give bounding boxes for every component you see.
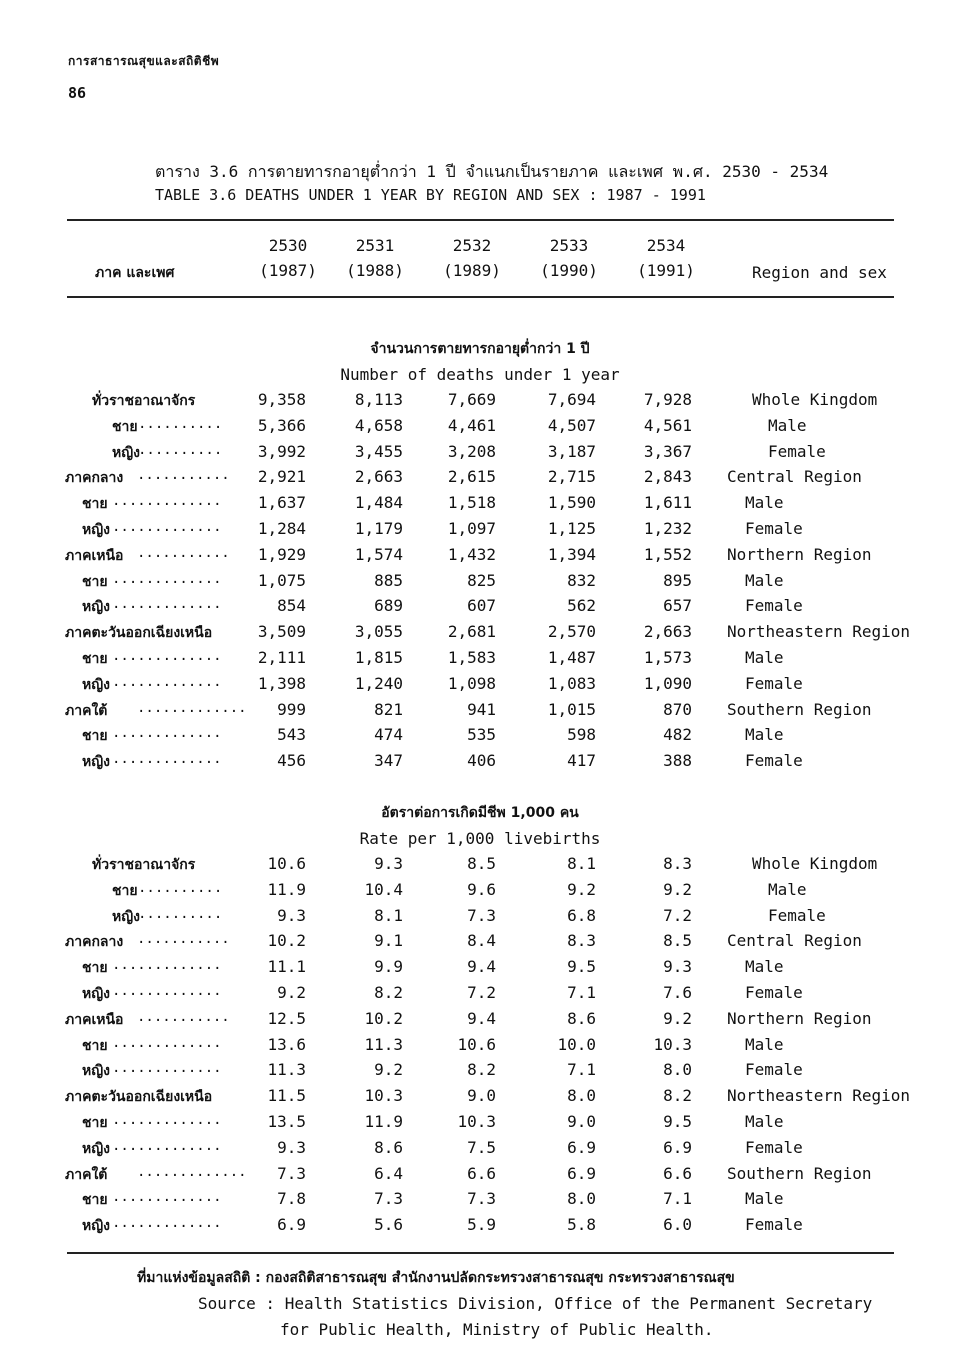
- leader-dots: .............: [112, 493, 222, 510]
- table-row: [0, 957, 966, 983]
- leader-dots: ..........: [138, 905, 223, 922]
- leader-dots: .............: [112, 673, 222, 690]
- table-row: [0, 1086, 966, 1112]
- table-cell-value: 2,663: [643, 622, 692, 642]
- table-row: [0, 1112, 966, 1138]
- row-label-english: Whole Kingdom: [752, 390, 878, 409]
- table-cell-value: 6.9: [277, 1215, 306, 1235]
- table-cell-value: 1,583: [447, 648, 496, 667]
- row-label-thai: ทั่วราชอาณาจักร: [92, 857, 196, 873]
- table-row: [0, 1060, 966, 1086]
- table-cell-value: 1,637: [257, 493, 306, 513]
- running-head: การสาธารณสุขและสถิติชีพ: [68, 54, 220, 68]
- leader-dots: .............: [112, 1112, 222, 1128]
- table-cell-value: 854: [277, 596, 306, 616]
- table-cell-value: 5.6: [374, 1215, 403, 1235]
- row-label-english: Female: [768, 441, 826, 461]
- table-row: [0, 725, 966, 751]
- table-cell-value: 10.0: [557, 1034, 596, 1054]
- row-label-english: Male: [768, 879, 807, 899]
- table-cell-value: 6.0: [663, 1215, 692, 1235]
- year-buddhist-era: 2533: [549, 236, 589, 255]
- table-cell-value: 6.9: [567, 1137, 596, 1157]
- row-label-english: Female: [745, 983, 803, 1002]
- table-cell-value: 8,113: [354, 390, 403, 409]
- table-cell-value: 2,843: [643, 467, 692, 487]
- table-cell-value: 5.9: [467, 1215, 496, 1235]
- table-row: [0, 390, 966, 416]
- leader-dots: ..........: [138, 879, 223, 896]
- table-cell-value: 1,179: [354, 519, 403, 538]
- year-gregorian: (1990): [540, 261, 598, 280]
- table-row: [0, 571, 966, 597]
- table-cell-value: 11.9: [267, 879, 306, 899]
- table-cell-value: 7,669: [447, 390, 496, 409]
- row-label-thai: ภาคใต้: [65, 1166, 108, 1183]
- row-label-english: Southern Region: [727, 1163, 872, 1183]
- year-column-header: [330, 236, 420, 280]
- table-row: [0, 416, 966, 442]
- table-cell-value: 347: [374, 751, 403, 771]
- table-cell-value: 417: [567, 751, 596, 771]
- table-cell-value: 598: [567, 725, 596, 745]
- table-row: [0, 545, 966, 571]
- table-cell-value: 7.1: [567, 983, 596, 1002]
- table-cell-value: 9.5: [663, 1112, 692, 1131]
- table-row: [0, 519, 966, 545]
- table-cell-value: 10.4: [364, 879, 403, 899]
- row-label-english: Whole Kingdom: [752, 854, 878, 873]
- year-buddhist-era: 2534: [646, 236, 686, 255]
- table-cell-value: 9.2: [277, 983, 306, 1002]
- table-row: [0, 983, 966, 1009]
- table-cell-value: 1,090: [643, 673, 692, 693]
- row-label-english: Female: [768, 905, 826, 925]
- row-label-thai: ภาคกลาง: [65, 470, 124, 487]
- table-cell-value: 1,552: [643, 544, 692, 564]
- header-region-sex-english: Region and sex: [752, 263, 887, 282]
- table-cell-value: 9.6: [467, 879, 496, 899]
- leader-dots: ...........: [137, 544, 230, 561]
- row-label-english: Male: [745, 1189, 784, 1209]
- table-cell-value: 6.8: [567, 905, 596, 925]
- table-cell-value: 2,715: [547, 467, 596, 487]
- section-title-thai: อัตราต่อการเกิดมีชีพ 1,000 คน: [381, 805, 579, 821]
- table-cell-value: 1,929: [257, 544, 306, 564]
- leader-dots: ...........: [137, 1008, 230, 1025]
- table-title-english: TABLE 3.6 DEATHS UNDER 1 YEAR BY REGION AND SEX : 1987 - 1991: [155, 186, 706, 204]
- table-cell-value: 7.3: [467, 1189, 496, 1209]
- table-cell-value: 1,097: [447, 519, 496, 538]
- source-note-thai: ที่มาแห่งข้อมูลสถิติ : กองสถิติสาธารณสุข สำนักงานปลัดกระทรวงสาธารณสุข กระทรวงสาธารณสุข: [137, 1270, 735, 1286]
- header-region-sex-thai: ภาค และเพศ: [95, 265, 175, 281]
- table-cell-value: 3,208: [447, 441, 496, 461]
- table-header-rule: [67, 296, 894, 298]
- table-cell-value: 7,928: [643, 390, 692, 409]
- table-cell-value: 8.2: [663, 1086, 692, 1106]
- table-cell-value: 941: [467, 699, 496, 719]
- table-row: [0, 1009, 966, 1035]
- table-cell-value: 8.2: [467, 1060, 496, 1080]
- leader-dots: .............: [112, 570, 222, 587]
- table-cell-value: 8.6: [374, 1137, 403, 1157]
- table-row: [0, 906, 966, 932]
- table-cell-value: 8.1: [567, 854, 596, 873]
- row-label-thai: หญิง: [82, 599, 110, 616]
- table-cell-value: 2,921: [257, 467, 306, 487]
- table-cell-value: 7.8: [277, 1189, 306, 1209]
- table-cell-value: 607: [467, 596, 496, 616]
- leader-dots: .............: [112, 983, 222, 999]
- table-cell-value: 6.6: [467, 1163, 496, 1183]
- table-cell-value: 821: [374, 699, 403, 719]
- table-cell-value: 8.5: [467, 854, 496, 873]
- row-label-english: Male: [745, 570, 784, 590]
- row-label-thai: หญิง: [82, 1063, 110, 1080]
- row-label-thai: ชาย: [82, 1115, 108, 1131]
- table-cell-value: 895: [663, 570, 692, 590]
- leader-dots: .............: [112, 1189, 222, 1206]
- leader-dots: ...........: [137, 931, 230, 948]
- row-label-thai: หญิง: [82, 522, 110, 538]
- table-cell-value: 3,992: [257, 441, 306, 461]
- table-cell-value: 535: [467, 725, 496, 745]
- leader-dots: .............: [112, 1060, 222, 1077]
- row-label-thai: ชาย: [82, 651, 108, 667]
- table-cell-value: 474: [374, 725, 403, 745]
- table-cell-value: 11.3: [267, 1060, 306, 1080]
- page-number: 86: [68, 84, 87, 102]
- table-cell-value: 11.1: [267, 957, 306, 977]
- table-cell-value: 9.2: [663, 879, 692, 899]
- table-row: [0, 1189, 966, 1215]
- section-title-english: Rate per 1,000 livebirths: [359, 829, 601, 848]
- leader-dots: .............: [137, 699, 247, 716]
- table-cell-value: 7.1: [663, 1189, 692, 1209]
- table-row: [0, 751, 966, 777]
- table-cell-value: 3,367: [643, 441, 692, 461]
- row-label-thai: ชาย: [82, 496, 108, 513]
- year-column-header: [427, 236, 517, 280]
- table-cell-value: 7.5: [467, 1137, 496, 1157]
- table-row: [0, 467, 966, 493]
- row-label-english: Female: [745, 519, 803, 538]
- table-row: [0, 622, 966, 648]
- year-gregorian: (1989): [443, 261, 501, 280]
- table-cell-value: 1,284: [257, 519, 306, 538]
- table-cell-value: 4,658: [354, 415, 403, 435]
- table-title-thai: ตาราง 3.6 การตายทารกอายุต่ำกว่า 1 ปี จำแนกเป็นรายภาค และเพศ พ.ศ. 2530 - 2534: [155, 162, 829, 181]
- table-cell-value: 8.0: [567, 1189, 596, 1209]
- table-cell-value: 1,484: [354, 493, 403, 513]
- table-cell-value: 7.3: [277, 1163, 306, 1183]
- table-cell-value: 9.2: [663, 1008, 692, 1028]
- row-label-english: Female: [745, 1137, 803, 1157]
- table-cell-value: 9.3: [663, 957, 692, 977]
- table-cell-value: 1,098: [447, 673, 496, 693]
- table-cell-value: 8.0: [663, 1060, 692, 1080]
- year-gregorian: (1988): [346, 261, 404, 280]
- table-cell-value: 11.3: [364, 1034, 403, 1054]
- table-cell-value: 1,398: [257, 673, 306, 693]
- row-label-thai: ชาย: [82, 1192, 108, 1209]
- table-cell-value: 4,461: [447, 415, 496, 435]
- row-label-english: Female: [745, 751, 803, 771]
- table-cell-value: 1,240: [354, 673, 403, 693]
- table-cell-value: 657: [663, 596, 692, 616]
- table-cell-value: 9.4: [467, 1008, 496, 1028]
- table-bottom-rule: [67, 1252, 894, 1254]
- table-row: [0, 880, 966, 906]
- table-cell-value: 10.6: [457, 1034, 496, 1054]
- table-cell-value: 7.6: [663, 983, 692, 1002]
- row-label-english: Male: [745, 957, 784, 977]
- table-row: [0, 442, 966, 468]
- row-label-thai: ภาคใต้: [65, 702, 108, 719]
- year-gregorian: (1987): [259, 261, 317, 280]
- table-row: [0, 1215, 966, 1241]
- table-cell-value: 885: [374, 570, 403, 590]
- leader-dots: ..........: [138, 441, 223, 458]
- table-cell-value: 3,187: [547, 441, 596, 461]
- row-label-thai: ภาคเหนือ: [65, 1011, 124, 1028]
- table-cell-value: 8.3: [663, 854, 692, 873]
- table-cell-value: 9.2: [374, 1060, 403, 1080]
- table-cell-value: 5.8: [567, 1215, 596, 1235]
- table-cell-value: 1,574: [354, 544, 403, 564]
- table-cell-value: 6.9: [567, 1163, 596, 1183]
- row-label-english: Northeastern Region: [727, 1086, 911, 1106]
- table-cell-value: 12.5: [267, 1008, 306, 1028]
- table-cell-value: 543: [277, 725, 306, 745]
- row-label-thai: ชาย: [112, 418, 138, 435]
- table-cell-value: 7.2: [467, 983, 496, 1002]
- table-cell-value: 10.6: [267, 854, 306, 873]
- table-cell-value: 11.5: [267, 1086, 306, 1106]
- table-cell-value: 2,681: [447, 622, 496, 642]
- year-buddhist-era: 2531: [355, 236, 395, 255]
- row-label-thai: หญิง: [112, 908, 140, 925]
- table-cell-value: 870: [663, 699, 692, 719]
- table-cell-value: 8.4: [467, 931, 496, 951]
- table-row: [0, 700, 966, 726]
- row-label-english: Female: [745, 1060, 803, 1080]
- table-cell-value: 1,083: [547, 673, 596, 693]
- table-cell-value: 3,455: [354, 441, 403, 461]
- row-label-thai: ทั่วราชอาณาจักร: [92, 393, 196, 409]
- row-label-english: Male: [768, 415, 807, 435]
- table-cell-value: 1,518: [447, 493, 496, 513]
- table-row: [0, 1138, 966, 1164]
- table-cell-value: 3,509: [257, 622, 306, 642]
- table-cell-value: 406: [467, 751, 496, 771]
- table-cell-value: 10.3: [457, 1112, 496, 1131]
- table-cell-value: 7.3: [467, 905, 496, 925]
- year-column-header: [621, 236, 711, 280]
- row-label-thai: หญิง: [82, 754, 110, 771]
- table-cell-value: 7,694: [547, 390, 596, 409]
- table-cell-value: 9.0: [567, 1112, 596, 1131]
- row-label-thai: ภาคเหนือ: [65, 547, 124, 564]
- table-cell-value: 8.0: [567, 1086, 596, 1106]
- row-label-english: Male: [745, 725, 784, 745]
- row-label-thai: หญิง: [82, 1218, 110, 1235]
- row-label-english: Male: [745, 648, 784, 667]
- table-cell-value: 10.3: [364, 1086, 403, 1106]
- table-cell-value: 8.3: [567, 931, 596, 951]
- table-cell-value: 7.2: [663, 905, 692, 925]
- table-cell-value: 456: [277, 751, 306, 771]
- row-label-thai: ชาย: [112, 882, 138, 899]
- table-cell-value: 1,815: [354, 648, 403, 667]
- row-label-english: Female: [745, 1215, 803, 1235]
- table-cell-value: 9.0: [467, 1086, 496, 1106]
- row-label-english: Northeastern Region: [727, 622, 911, 642]
- table-cell-value: 9.5: [567, 957, 596, 977]
- row-label-english: Male: [745, 1112, 784, 1131]
- table-cell-value: 7.3: [374, 1189, 403, 1209]
- row-label-thai: หญิง: [82, 986, 110, 1002]
- table-cell-value: 999: [277, 699, 306, 719]
- table-cell-value: 9.9: [374, 957, 403, 977]
- table-cell-value: 4,507: [547, 415, 596, 435]
- table-cell-value: 6.4: [374, 1163, 403, 1183]
- table-cell-value: 7.1: [567, 1060, 596, 1080]
- table-cell-value: 11.9: [364, 1112, 403, 1131]
- table-cell-value: 1,611: [643, 493, 692, 513]
- row-label-thai: ชาย: [82, 728, 108, 745]
- table-cell-value: 2,663: [354, 467, 403, 487]
- row-label-english: Central Region: [727, 931, 862, 951]
- table-cell-value: 9.2: [567, 879, 596, 899]
- year-column-header: [243, 236, 333, 280]
- table-row: [0, 854, 966, 880]
- leader-dots: .............: [112, 596, 222, 613]
- leader-dots: .............: [137, 1163, 247, 1180]
- table-cell-value: 9.4: [467, 957, 496, 977]
- table-cell-value: 3,055: [354, 622, 403, 642]
- table-cell-value: 10.2: [267, 931, 306, 951]
- row-label-english: Male: [745, 1034, 784, 1054]
- row-label-thai: ชาย: [82, 1037, 108, 1054]
- leader-dots: ..........: [138, 415, 223, 432]
- table-cell-value: 482: [663, 725, 692, 745]
- row-label-thai: ชาย: [82, 960, 108, 977]
- leader-dots: .............: [112, 519, 222, 535]
- row-label-english: Male: [745, 493, 784, 513]
- table-cell-value: 9.3: [374, 854, 403, 873]
- leader-dots: .............: [112, 751, 222, 768]
- year-buddhist-era: 2530: [268, 236, 308, 255]
- table-cell-value: 1,432: [447, 544, 496, 564]
- table-cell-value: 8.6: [567, 1008, 596, 1028]
- table-cell-value: 1,394: [547, 544, 596, 564]
- table-cell-value: 1,015: [547, 699, 596, 719]
- table-cell-value: 10.2: [364, 1008, 403, 1028]
- row-label-thai: ภาคกลาง: [65, 934, 124, 951]
- table-top-rule: [67, 219, 894, 221]
- table-cell-value: 8.1: [374, 905, 403, 925]
- table-cell-value: 388: [663, 751, 692, 771]
- table-cell-value: 13.6: [267, 1034, 306, 1054]
- table-cell-value: 6.9: [663, 1137, 692, 1157]
- section-title-english: Number of deaths under 1 year: [340, 365, 620, 384]
- table-cell-value: 5,366: [257, 415, 306, 435]
- table-cell-value: 832: [567, 570, 596, 590]
- leader-dots: .............: [112, 648, 222, 664]
- table-row: [0, 493, 966, 519]
- row-label-english: Southern Region: [727, 699, 872, 719]
- source-note-english: Source : Health Statistics Division, Office of the Permanent Secretary: [198, 1294, 873, 1313]
- row-label-english: Female: [745, 673, 803, 693]
- table-cell-value: 2,570: [547, 622, 596, 642]
- leader-dots: .............: [112, 1137, 222, 1154]
- leader-dots: .............: [112, 1215, 222, 1232]
- table-cell-value: 689: [374, 596, 403, 616]
- leader-dots: ...........: [137, 467, 230, 484]
- table-cell-value: 2,615: [447, 467, 496, 487]
- table-cell-value: 9,358: [257, 390, 306, 409]
- row-label-thai: หญิง: [82, 676, 110, 693]
- table-cell-value: 10.3: [653, 1034, 692, 1054]
- table-cell-value: 825: [467, 570, 496, 590]
- table-cell-value: 4,561: [643, 415, 692, 435]
- table-cell-value: 1,487: [547, 648, 596, 667]
- section-title-thai: จำนวนการตายทารกอายุต่ำกว่า 1 ปี: [370, 341, 590, 357]
- table-cell-value: 13.5: [267, 1112, 306, 1131]
- table-cell-value: 8.2: [374, 983, 403, 1002]
- table-cell-value: 9.3: [277, 905, 306, 925]
- table-row: [0, 596, 966, 622]
- leader-dots: .............: [112, 725, 222, 742]
- year-column-header: [524, 236, 614, 280]
- row-label-english: Northern Region: [727, 1008, 872, 1028]
- table-row: [0, 931, 966, 957]
- table-cell-value: 1,232: [643, 519, 692, 538]
- row-label-thai: ภาคตะวันออกเฉียงเหนือ: [65, 1089, 213, 1106]
- table-cell-value: 1,590: [547, 493, 596, 513]
- table-cell-value: 1,125: [547, 519, 596, 538]
- table-cell-value: 562: [567, 596, 596, 616]
- row-label-thai: หญิง: [112, 444, 140, 461]
- source-note-english-continued: for Public Health, Ministry of Public Health.: [280, 1320, 714, 1339]
- row-label-thai: ชาย: [82, 573, 108, 590]
- table-cell-value: 2,111: [257, 648, 306, 667]
- year-gregorian: (1991): [637, 261, 695, 280]
- table-row: [0, 648, 966, 674]
- table-cell-value: 6.6: [663, 1163, 692, 1183]
- table-cell-value: 9.1: [374, 931, 403, 951]
- table-cell-value: 8.5: [663, 931, 692, 951]
- leader-dots: .............: [112, 957, 222, 974]
- table-cell-value: 1,573: [643, 648, 692, 667]
- year-buddhist-era: 2532: [452, 236, 492, 255]
- row-label-english: Central Region: [727, 467, 862, 487]
- table-cell-value: 1,075: [257, 570, 306, 590]
- table-row: [0, 674, 966, 700]
- table-row: [0, 1035, 966, 1061]
- leader-dots: .............: [112, 1034, 222, 1051]
- table-cell-value: 9.3: [277, 1137, 306, 1157]
- table-row: [0, 1164, 966, 1190]
- row-label-thai: ภาคตะวันออกเฉียงเหนือ: [65, 625, 213, 642]
- row-label-english: Female: [745, 596, 803, 616]
- row-label-thai: หญิง: [82, 1140, 110, 1157]
- row-label-english: Northern Region: [727, 544, 872, 564]
